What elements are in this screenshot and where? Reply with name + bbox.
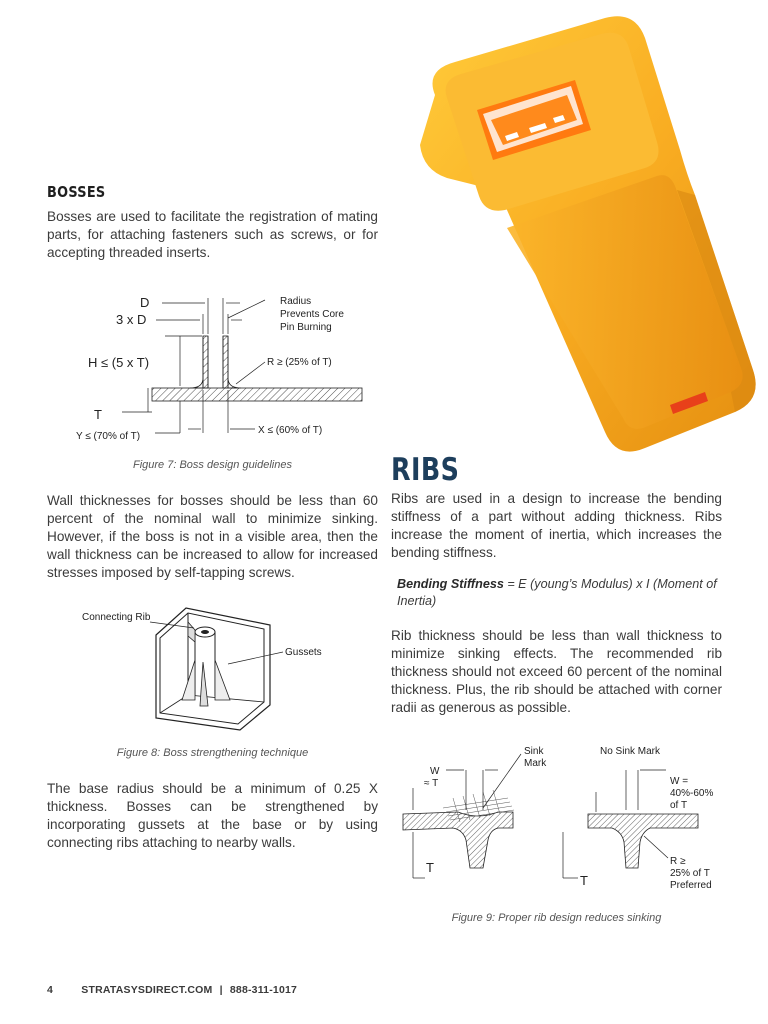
formula-rest: = E (young’s Modulus) x I (Moment of Inertia) [397, 577, 717, 608]
fig8-label-gussets: Gussets [285, 647, 322, 658]
fig7-label-d: D [140, 295, 150, 310]
fig7-label-x: X ≤ (60% of T) [258, 425, 323, 436]
ribs-intro: Ribs are used in a design to increase the bending stiffness of a part without adding thickness. Ribs increase the moment of inertia, which increases the bending stiffness. [391, 491, 722, 560]
fig9-label-w1: W [430, 766, 440, 777]
fig9-label-t-left: T [426, 860, 434, 875]
fig9-label-weq1: W = [670, 776, 689, 787]
figure7-caption: Figure 7: Boss design guidelines [133, 459, 292, 471]
figure8-diagram [78, 600, 378, 735]
bosses-heading: BOSSES [47, 183, 106, 201]
footer-phone[interactable]: 888-311-1017 [229, 984, 298, 996]
page-footer [47, 984, 297, 996]
fig7-label-t: T [94, 407, 102, 422]
fig8-label-connecting-rib: Connecting Rib [82, 612, 151, 623]
fig9-label-w2: ≈ T [424, 778, 439, 789]
fig9-label-r1: R ≥ [670, 856, 686, 867]
bosses-intro: Bosses are used to facilitate the registration of mating parts, for attaching fasteners such as screws, or for accepting threaded inserts. [47, 209, 378, 260]
fig7-label-r: R ≥ (25% of T) [267, 357, 332, 368]
fig7-label-h: H ≤ (5 x T) [88, 355, 150, 370]
fig9-label-r2: 25% of T [670, 868, 710, 879]
ribs-para2: Rib thickness should be less than wall thickness to minimize sinking effects. The recommended rib thickness should not exceed 60 percent of the nominal thickness. Plus, the rib should be attached with corner radii as generous as possible. [391, 628, 722, 715]
fig9-label-weq2: 40%-60% [670, 788, 714, 799]
bosses-para3: The base radius should be a minimum of 0.25 X thickness. Bosses can be strengthened by incorporating gussets at the base or by using connecting ribs attaching to nearby walls. [47, 781, 378, 850]
fig9-label-t-right: T [580, 873, 588, 888]
fig9-label-sink1: Sink [524, 746, 544, 757]
footer-site-link[interactable]: STRATASYSDIRECT.COM [81, 984, 213, 996]
bending-stiffness-formula [397, 576, 722, 610]
fig7-label-y: Y ≤ (70% of T) [76, 431, 141, 442]
fig7-label-radius2: Prevents Core [280, 309, 344, 320]
figure9-diagram [398, 740, 738, 900]
fig7-label-radius1: Radius [280, 296, 312, 307]
ribs-heading: RIBS [391, 452, 460, 488]
figure7-diagram [70, 288, 370, 443]
fig9-label-sink2: Mark [524, 758, 547, 769]
figure8-caption: Figure 8: Boss strengthening technique [116, 747, 309, 759]
fig7-label-radius3: Pin Burning [280, 322, 332, 333]
formula-term: Bending Stiffness [397, 577, 504, 591]
fig7-label-3d: 3 x D [116, 312, 147, 327]
fig9-label-no-sink: No Sink Mark [600, 746, 661, 757]
footer-separator: | [219, 984, 223, 996]
page-number: 4 [47, 984, 54, 996]
fig9-label-r3: Preferred [670, 880, 712, 891]
figure9-caption: Figure 9: Proper rib design reduces sinking [451, 912, 662, 924]
enclosure-photo [395, 0, 768, 480]
bosses-para2: Wall thicknesses for bosses should be less than 60 percent of the nominal wall to minimize sinking. However, if the boss is not in a visible area, then the wall thickness can be increased to allow for increased stresses imposed by self-tapping screws. [47, 493, 378, 580]
fig9-label-weq3: of T [670, 800, 688, 811]
